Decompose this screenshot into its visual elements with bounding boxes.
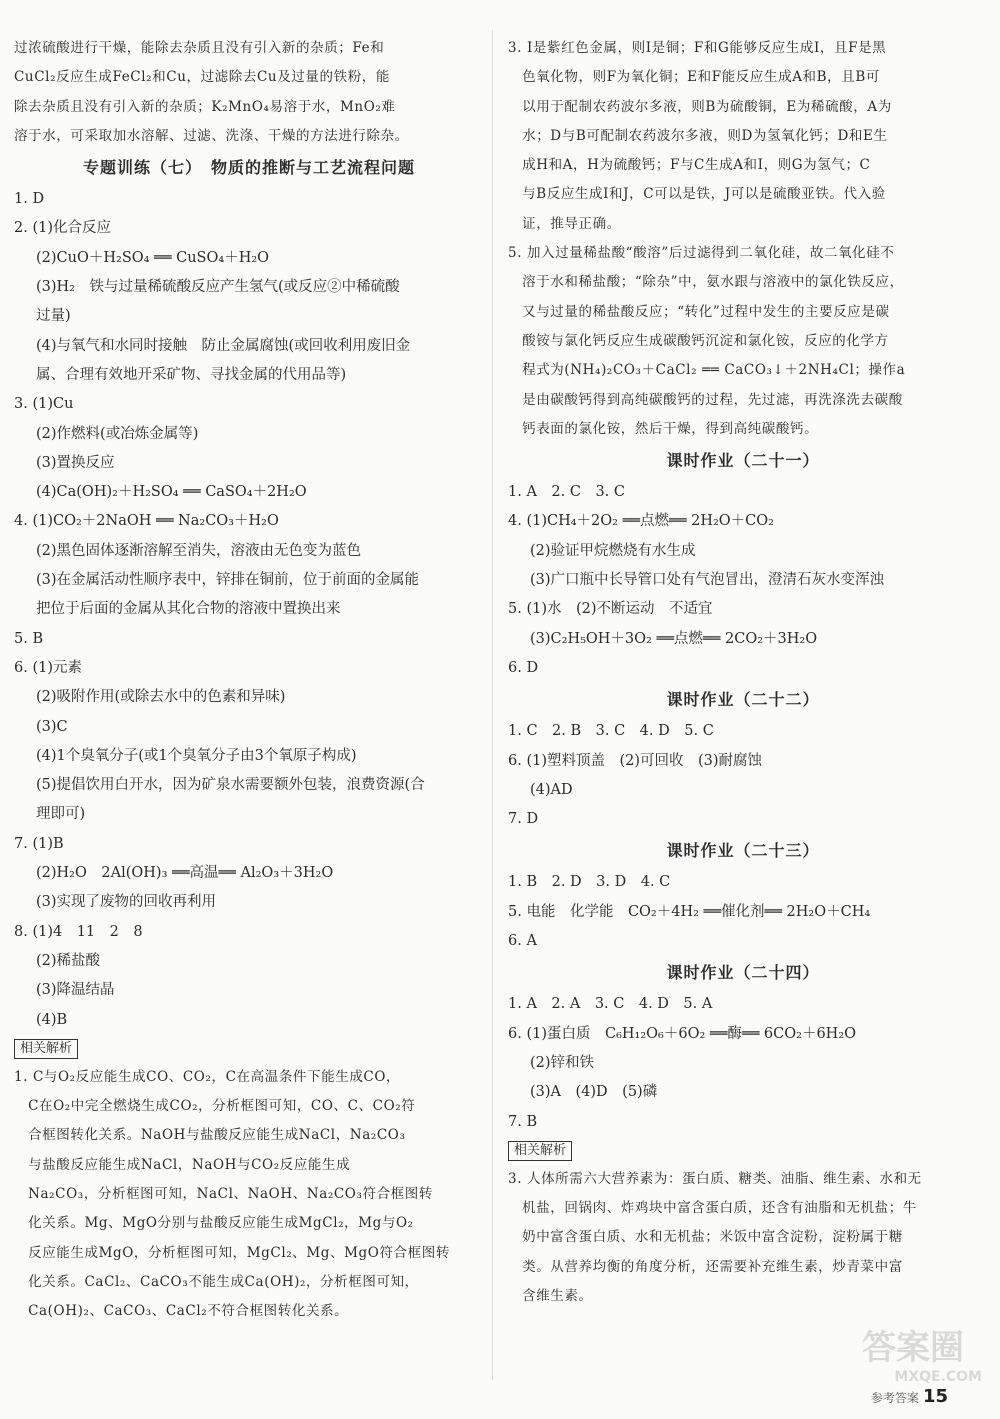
text-line: 与盐酸反应能生成NaCl，NaOH与CO₂反应能生成	[14, 1156, 351, 1173]
answers-24	[508, 990, 978, 1136]
text-line: 机盐，回锅肉、炸鸡块中富含蛋白质，还含有油脂和无机盐；牛	[508, 1200, 917, 1217]
right-column	[508, 34, 978, 1311]
heading-21: 课时作业（二十一）	[666, 451, 820, 471]
text-line: 过量)	[36, 308, 71, 325]
text-line: 合框图转化关系。NaOH与盐酸反应能生成NaCl，Na₂CO₃	[14, 1127, 406, 1144]
text-line: 化关系。CaCl₂、CaCO₃不能生成Ca(OH)₂，分析框图可知，	[14, 1273, 419, 1290]
analysis-tag: 相关解析	[14, 1039, 78, 1059]
text-line: 8. (1)4 11 2 8	[14, 923, 143, 940]
text-line: CuCl₂反应生成FeCl₂和Cu，过滤除去Cu及过量的铁粉，能	[14, 69, 391, 86]
text-line: (5)提倡饮用白开水，因为矿泉水需要额外包装，浪费资源(合	[36, 777, 425, 794]
text-line: 溶于水和稀盐酸；“除杂”中，氨水跟与溶液中的氯化铁反应，	[508, 274, 904, 291]
text-line: 3. 人体所需六大营养素为：蛋白质、糖类、油脂、维生素、水和无	[508, 1170, 922, 1187]
heading-24: 课时作业（二十四）	[666, 963, 820, 983]
text-line: 4. (1)CH₄＋2O₂ ══点燃══ 2H₂O＋CO₂	[508, 513, 774, 530]
text-line: (2)H₂O 2Al(OH)₃ ══高温══ Al₂O₃＋3H₂O	[36, 865, 334, 882]
text-line: (4)与氧气和水同时接触 防止金属腐蚀(或回收利用废旧金	[36, 337, 411, 354]
text-line: 水；D与B可配制农药波尔多液，则D为氢氧化钙；D和E生	[508, 127, 888, 144]
text-line: 6. A	[508, 933, 537, 950]
text-line: (2)作燃料(或冶炼金属等)	[36, 425, 199, 442]
text-line: 证，推导正确。	[508, 215, 621, 232]
text-line: (2)验证甲烷燃烧有水生成	[530, 542, 696, 559]
text-line: Ca(OH)₂、CaCO₃、CaCl₂不符合框图转化关系。	[14, 1303, 349, 1320]
text-line: (3)置换反应	[36, 454, 115, 471]
analysis-tag-right: 相关解析	[508, 1141, 572, 1161]
text-line: (3)A (4)D (5)磷	[530, 1084, 658, 1101]
text-line: 化关系。Mg、MgO分别与盐酸反应能生成MgCl₂，Mg与O₂	[14, 1215, 414, 1232]
text-line: 成H和A，H为硫酸钙；F与C生成A和I，则G为氢气；C	[508, 157, 871, 174]
text-line: 2. (1)化合反应	[14, 220, 111, 237]
text-line: 除去杂质且没有引入新的杂质；K₂MnO₄易溶于水，MnO₂难	[14, 98, 396, 115]
text-line: 6. (1)塑料顶盖 (2)可回收 (3)耐腐蚀	[508, 752, 763, 769]
text-line: (2)黑色固体逐渐溶解至消失，溶液由无色变为蓝色	[36, 542, 362, 559]
section-title: 专题训练（七） 物质的推断与工艺流程问题	[82, 158, 415, 178]
text-line: 4. (1)CO₂＋2NaOH ══ Na₂CO₃＋H₂O	[14, 513, 279, 530]
text-line: (2)稀盐酸	[36, 952, 101, 969]
text-line: C在O₂中完全燃烧生成CO₂，分析框图可知，CO、C、CO₂符	[14, 1098, 416, 1115]
text-line: 钙表面的氯化铵，然后干燥，得到高纯碳酸钙。	[508, 420, 819, 437]
text-line: 与B反应生成I和J，C可以是铁，J可以是硫酸亚铁。代入验	[508, 186, 886, 203]
text-line: (3)实现了废物的回收再利用	[36, 894, 217, 911]
text-line: 1. C与O₂反应能生成CO、CO₂，C在高温条件下能生成CO，	[14, 1068, 401, 1085]
text-line: 是由碳酸钙得到高纯碳酸钙的过程，先过滤，再洗涤洗去碳酸	[508, 391, 903, 408]
answers-22	[508, 717, 978, 834]
text-line: 7. D	[508, 811, 539, 828]
text-line: 5. B	[14, 630, 44, 647]
text-line: 7. B	[508, 1113, 538, 1130]
left-answers	[14, 185, 484, 1035]
text-line: 含维生素。	[508, 1287, 593, 1304]
text-line: (3)C	[36, 718, 68, 735]
text-line: (2)锌和铁	[530, 1054, 595, 1071]
text-line: (4)AD	[530, 781, 573, 798]
text-line: Na₂CO₃，分析框图可知，NaCl、NaOH、Na₂CO₃符合框图转	[14, 1185, 433, 1202]
text-line: 1. B 2. D 3. D 4. C	[508, 874, 671, 891]
text-line: 1. D	[14, 191, 45, 208]
text-line: 溶于水，可采取加水溶解、过滤、洗涤、干燥的方法进行除杂。	[14, 127, 409, 144]
text-line: 1. A 2. C 3. C	[508, 484, 625, 501]
text-line: 6. D	[508, 659, 539, 676]
text-line: 6. (1)元素	[14, 659, 82, 676]
text-line: (4)B	[36, 1011, 68, 1028]
answers-21	[508, 478, 978, 683]
text-line: 3. I是紫红色金属，则I是铜；F和G能够反应生成I，且F是黑	[508, 40, 887, 56]
text-line: 以用于配制农药波尔多液，则B为硫酸铜，E为稀硫酸，A为	[508, 98, 892, 115]
heading-23: 课时作业（二十三）	[666, 841, 820, 861]
text-line: 属、合理有效地开采矿物、寻找金属的代用品等)	[36, 366, 347, 383]
text-line: (2)吸附作用(或除去水中的色素和异味)	[36, 689, 286, 706]
text-line: (3)降温结晶	[36, 982, 115, 999]
right-top-analysis	[508, 34, 978, 444]
text-line: (4)Ca(OH)₂＋H₂SO₄ ══ CaSO₄＋2H₂O	[36, 484, 307, 501]
text-line: (3)C₂H₅OH＋3O₂ ══点燃══ 2CO₂＋3H₂O	[530, 630, 818, 647]
footer-label: 参考答案	[870, 1391, 919, 1405]
text-line: 7. (1)B	[14, 835, 64, 852]
column-divider	[492, 30, 493, 1380]
text-line: 理即可)	[36, 806, 86, 823]
text-line: 3. (1)Cu	[14, 396, 74, 413]
text-line: 6. (1)蛋白质 C₆H₁₂O₆＋6O₂ ══酶══ 6CO₂＋6H₂O	[508, 1025, 857, 1042]
text-line: 奶中富含蛋白质、水和无机盐；米饭中富含淀粉，淀粉属于糖	[508, 1229, 903, 1246]
text-line: (2)CuO＋H₂SO₄ ══ CuSO₄＋H₂O	[36, 249, 270, 266]
text-line: 类。从营养均衡的角度分析，还需要补充维生素，炒青菜中富	[508, 1258, 903, 1275]
page-footer	[871, 1386, 948, 1407]
page-number: 15	[922, 1386, 948, 1407]
text-line: 5. 电能 化学能 CO₂＋4H₂ ══催化剂══ 2H₂O＋CH₄	[508, 903, 871, 920]
text-line: 把位于后面的金属从其化合物的溶液中置换出来	[36, 601, 341, 618]
text-line: (4)1个臭氧分子(或1个臭氧分子由3个氧原子构成)	[36, 747, 357, 764]
text-line: 5. (1)水 (2)不断运动 不适宜	[508, 601, 713, 618]
left-column	[14, 34, 484, 1326]
text-line: 酸铵与氯化钙反应生成碳酸钙沉淀和氯化铵，反应的化学方	[508, 332, 889, 349]
text-line: 色氧化物，则F为氧化铜；E和F能反应生成A和B，且B可	[508, 69, 880, 86]
text-line: 程式为(NH₄)₂CO₃＋CaCl₂ ══ CaCO₃↓＋2NH₄Cl；操作a	[508, 362, 906, 379]
text-line: (3)H₂ 铁与过量稀硫酸反应产生氢气(或反应②中稀硫酸	[36, 279, 400, 296]
text-line: 反应能生成MgO，分析框图可知，MgCl₂、Mg、MgO符合框图转	[14, 1244, 450, 1261]
text-line: (3)在金属活动性顺序表中，锌排在铜前，位于前面的金属能	[36, 572, 420, 589]
watermark-logo: 答案圈 MXQE.COM	[862, 1328, 982, 1385]
text-line: 过浓硫酸进行干燥，能除去杂质且没有引入新的杂质；Fe和	[14, 40, 385, 56]
text-line: 5. 加入过量稀盐酸“酸溶”后过滤得到二氧化硅，故二氧化硅不	[508, 245, 895, 262]
right-analysis	[508, 1165, 978, 1311]
text-line: 1. C 2. B 3. C 4. D 5. C	[508, 723, 714, 740]
heading-22: 课时作业（二十二）	[666, 690, 820, 710]
left-analysis	[14, 1063, 484, 1327]
text-line: 又与过量的稀盐酸反应；“转化”过程中发生的主要反应是碳	[508, 303, 890, 320]
text-line: 1. A 2. A 3. C 4. D 5. A	[508, 996, 713, 1013]
answers-23	[508, 868, 978, 956]
text-line: (3)广口瓶中长导管口处有气泡冒出，澄清石灰水变浑浊	[530, 572, 885, 589]
left-top-text	[14, 34, 484, 151]
